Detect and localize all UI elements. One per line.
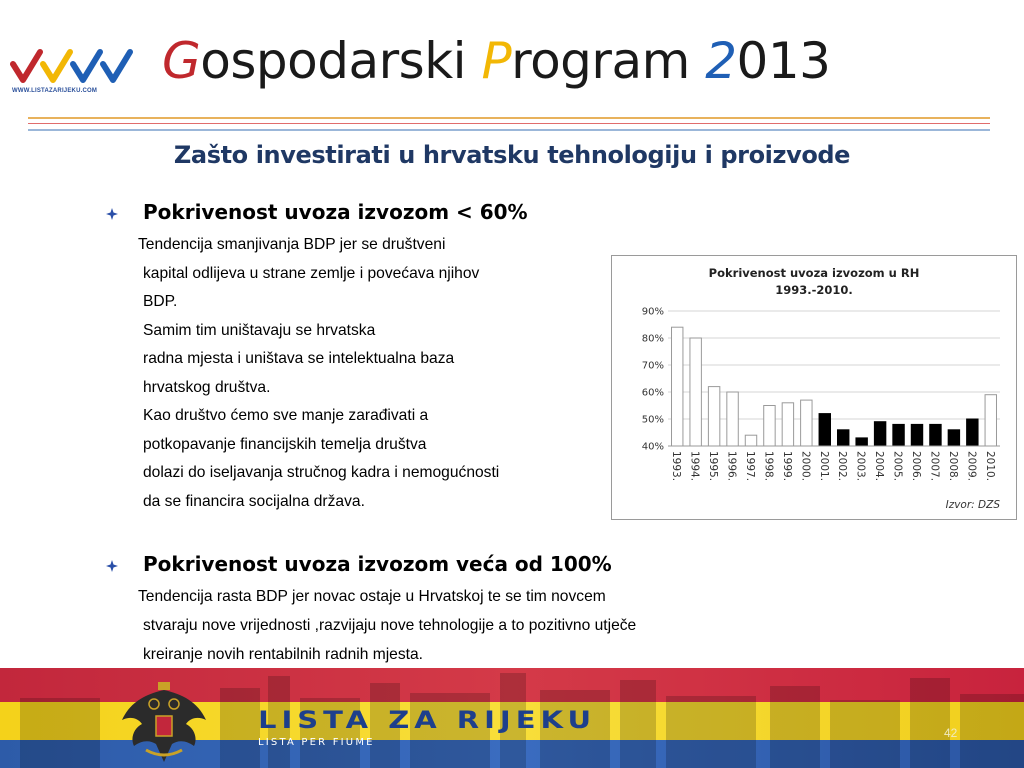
x-tick-label: 1997.: [744, 451, 756, 482]
x-tick-label: 2009.: [965, 451, 978, 482]
bullet-heading: Pokrivenost uvoza izvozom veća od 100%: [143, 552, 612, 576]
chart-source: Izvor: DZS: [945, 499, 1000, 511]
page-number: 42: [944, 726, 958, 740]
x-tick-label: 2003.: [854, 451, 867, 482]
slide-subtitle: Zašto investirati u hrvatsku tehnologiju i proizvode: [173, 141, 851, 169]
bar: [819, 414, 830, 446]
divider: [28, 117, 990, 119]
title-part: G: [162, 32, 201, 90]
bar: [801, 400, 812, 446]
divider: [28, 123, 990, 124]
paragraph-line: BDP.: [143, 293, 178, 310]
title-part: 2: [705, 32, 737, 90]
x-tick-label: 1994.: [688, 451, 701, 482]
x-tick-label: 2008.: [946, 451, 959, 482]
diamond-bullet-icon: [106, 208, 118, 220]
paragraph-line: Tendencija rasta BDP jer novac ostaje u Hrvatskoj te se tim novcem: [138, 588, 606, 605]
paragraph-line: potkopavanje financijskih temelja društva: [143, 435, 427, 453]
bullet-heading: Pokrivenost uvoza izvozom < 60%: [143, 200, 528, 224]
paragraph-line: radna mjesta i uništava se intelektualna baza: [143, 350, 455, 367]
y-tick-label: 80%: [641, 333, 664, 345]
logo-url: WWW.LISTAZARIJEKU.COM: [12, 88, 98, 94]
paragraph-line: hrvatskog društva.: [143, 378, 271, 396]
chart-subtitle: 1993.-2010.: [775, 283, 853, 297]
y-tick-label: 60%: [641, 387, 664, 399]
x-tick-label: 1996.: [725, 451, 738, 482]
bar: [782, 403, 793, 446]
paragraph-line: kreiranje novih rentabilnih radnih mjesta.: [143, 646, 423, 663]
bar: [672, 327, 683, 446]
divider: [28, 129, 990, 131]
footer-brand: LISTA ZA RIJEKU: [258, 706, 597, 734]
title-part: rogram: [511, 32, 706, 90]
footer-subtitle: LISTA PER FIUME: [258, 737, 375, 748]
paragraph-line: da se financira socijalna država.: [143, 492, 365, 510]
bar: [838, 430, 849, 446]
x-tick-label: 2001.: [817, 451, 830, 482]
bar: [930, 424, 941, 446]
x-tick-label: 2004.: [873, 451, 886, 482]
paragraph-line: Samim tim uništavaju se hrvatska: [143, 321, 376, 339]
x-tick-label: 1995.: [707, 451, 720, 482]
x-tick-label: 2007.: [928, 451, 941, 482]
bar: [967, 419, 978, 446]
x-tick-label: 1999.: [780, 451, 793, 482]
logo: [10, 42, 135, 100]
bar: [690, 338, 701, 446]
coat-of-arms-icon: [116, 680, 212, 766]
title-part: P: [481, 32, 512, 90]
paragraph-line: stvaraju nove vrijednosti ,razvijaju nove tehnologije a to pozitivno utječe: [143, 617, 637, 634]
bar: [985, 395, 996, 446]
y-tick-label: 50%: [641, 414, 664, 426]
y-tick-label: 70%: [641, 360, 664, 372]
bar: [893, 424, 904, 446]
y-tick-label: 90%: [641, 306, 664, 318]
bar: [745, 435, 756, 446]
bar: [948, 430, 959, 446]
paragraph-line: Kao društvo ćemo sve manje zarađivati a: [143, 407, 429, 424]
x-tick-label: 2002.: [836, 451, 849, 482]
bar: [727, 392, 738, 446]
bar: [708, 387, 719, 446]
chart: [611, 255, 1017, 520]
page-title: [162, 28, 830, 94]
paragraph-line: Tendencija smanjivanja BDP jer se društveni: [138, 236, 446, 253]
paragraph-line: dolazi do iseljavanja stručnog kadra i nemogućnosti: [143, 464, 500, 481]
x-tick-label: 2010.: [983, 451, 996, 482]
checkmarks-logo-icon: [10, 42, 135, 90]
y-tick-label: 40%: [641, 441, 664, 453]
x-tick-label: 1998.: [762, 451, 775, 482]
diamond-bullet-icon: [106, 560, 118, 572]
bar: [856, 438, 867, 446]
footer-banner: [0, 668, 1024, 768]
bar-chart: [612, 256, 1016, 519]
bar: [764, 406, 775, 447]
bar: [874, 422, 885, 446]
paragraph-line: kapital odlijeva u strane zemlje i povećava njihov: [143, 264, 480, 282]
x-tick-label: 2006.: [910, 451, 922, 482]
x-tick-label: 2005.: [891, 451, 904, 482]
x-tick-label: 2000.: [799, 451, 812, 482]
title-part: ospodarski: [200, 32, 482, 90]
chart-title: Pokrivenost uvoza izvozom u RH: [708, 266, 920, 280]
bar: [911, 424, 922, 446]
title-part: 013: [736, 32, 831, 90]
x-tick-label: 1993.: [670, 451, 683, 482]
